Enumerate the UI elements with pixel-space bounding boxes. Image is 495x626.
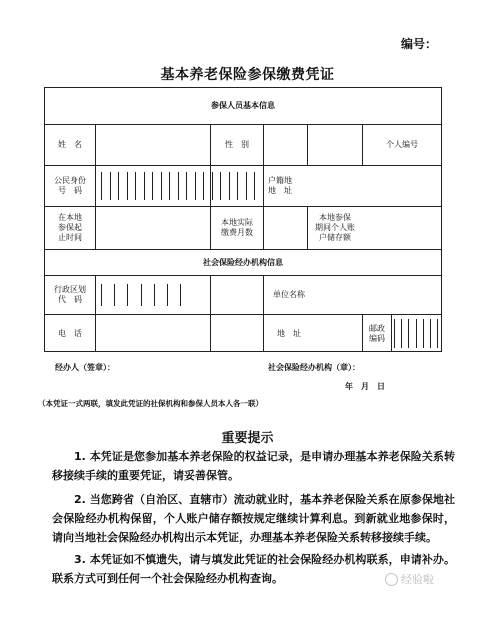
citizen-id-label-line1: 公民身份 bbox=[54, 176, 86, 185]
name-label: 姓 名 bbox=[58, 140, 82, 149]
postcode-label bbox=[363, 315, 391, 352]
phone-label: 电 话 bbox=[58, 328, 82, 338]
column-divider bbox=[391, 314, 392, 352]
account-line2: 期间个人账 bbox=[315, 223, 355, 232]
column-divider bbox=[210, 275, 211, 352]
gender-label: 性 别 bbox=[225, 140, 249, 149]
document-title: 基本养老保险参保缴费凭证 bbox=[160, 67, 335, 83]
region-code-label bbox=[45, 276, 95, 314]
hukou-label-line2: 地 址 bbox=[268, 186, 292, 195]
citizen-id-digit-boxes bbox=[101, 172, 255, 200]
citizen-id-label bbox=[45, 166, 95, 206]
notice-title: 重要提示 bbox=[221, 431, 274, 446]
column-divider bbox=[307, 124, 308, 165]
local-period-line3: 止时间 bbox=[58, 233, 82, 242]
date-label: 年 月 日 bbox=[345, 382, 385, 391]
serial-number-label: 编号： bbox=[400, 37, 437, 51]
notice-paragraph-3: 3. 本凭证如不慎遗失，请与填发此凭证的社会保险经办机构联系，申请补办。联系方式可到任何一个社会保险经办机构查询。 bbox=[52, 553, 455, 585]
watermark-text: 经验啦 bbox=[401, 573, 434, 586]
column-divider bbox=[95, 275, 96, 352]
certificate-form bbox=[44, 87, 442, 352]
citizen-id-label-line2: 号 码 bbox=[58, 186, 82, 195]
account-line3: 户储存额 bbox=[319, 233, 351, 242]
actual-months-line2: 缴费月数 bbox=[221, 228, 253, 237]
hukou-label-line1: 户籍地 bbox=[268, 176, 292, 185]
handler-signature-label: 经办人（签章）： bbox=[55, 363, 115, 372]
section-title-agency-info: 社会保险经办机构信息 bbox=[203, 257, 283, 267]
actual-months-line1: 本地实际 bbox=[221, 218, 253, 227]
region-code-line1: 行政区划 bbox=[54, 285, 86, 294]
local-period-line2: 参保起 bbox=[58, 223, 82, 232]
account-line1: 本地参保 bbox=[319, 213, 351, 222]
unit-name-label: 单位名称 bbox=[273, 290, 305, 299]
notice-paragraph-2: 2. 当您跨省（自治区、直辖市）流动就业时，基本养老保险关系在原参保地社会保险经办机构保留，个人账户储存额按规定继续计算利息。到新就业地参保时，请向当地社会保险经办机构出示本凭证，办理基本养老保险关系转移接续手续。 bbox=[52, 493, 455, 544]
personal-id-label: 个人编号 bbox=[386, 140, 418, 149]
local-period-label bbox=[45, 207, 95, 249]
footnote: （本凭证一式两联，填发此凭证的社保机构和参保人员本人各一联） bbox=[38, 399, 263, 408]
account-balance-label bbox=[308, 207, 362, 249]
region-code-line2: 代 码 bbox=[58, 295, 82, 304]
column-divider bbox=[95, 124, 96, 249]
section-title-personal-info: 参保人员基本信息 bbox=[211, 101, 275, 110]
address-label: 地 址 bbox=[277, 328, 301, 338]
local-period-line1: 在本地 bbox=[58, 213, 82, 222]
watermark bbox=[385, 571, 434, 587]
watermark-logo-icon bbox=[385, 573, 398, 586]
actual-months-label bbox=[211, 207, 263, 249]
hukou-address-label bbox=[264, 166, 324, 206]
row-divider bbox=[45, 165, 441, 166]
postcode-line1: 邮政 bbox=[369, 323, 385, 333]
row-divider bbox=[45, 275, 441, 276]
postcode-digit-boxes bbox=[394, 319, 438, 348]
postcode-line2: 编码 bbox=[369, 333, 385, 343]
agency-seal-label: 社会保险经办机构（章）： bbox=[268, 363, 360, 372]
region-code-digit-boxes bbox=[101, 284, 181, 306]
notice-paragraph-1: 1. 本凭证是您参加基本养老保险的权益记录，是申请办理基本养老保险关系转移接续手续的重要凭证，请妥善保管。 bbox=[52, 450, 455, 482]
